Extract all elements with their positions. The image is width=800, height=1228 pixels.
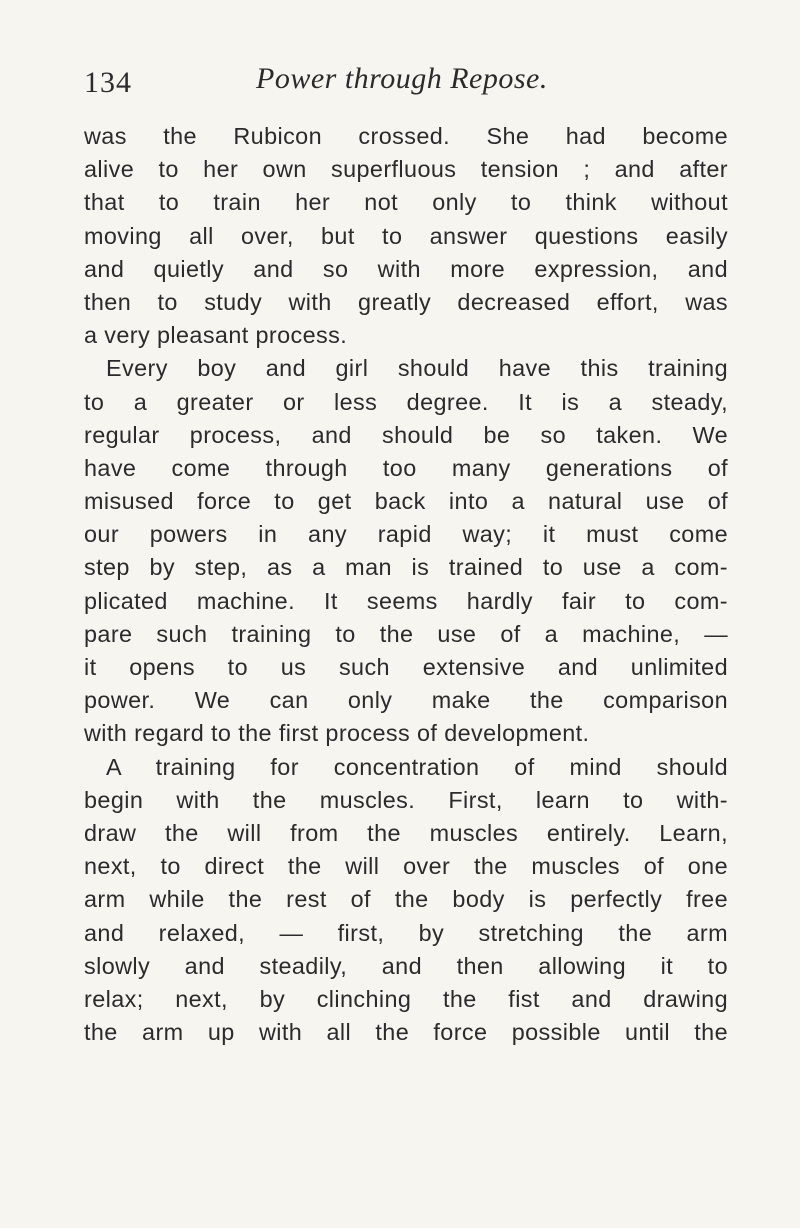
text-line: regular process, and should be so taken. We xyxy=(84,421,728,448)
text-line: step by step, as a man is trained to use a com- xyxy=(84,554,728,581)
text-line: alive to her own superfluous tension ; and after xyxy=(84,156,728,183)
text-line: it opens to us such extensive and unlimited xyxy=(84,654,728,680)
text-line: plicated machine. It seems hardly fair to com- xyxy=(84,587,728,614)
text-line: pare such training to the use of a machine, — xyxy=(84,620,728,647)
text-line: relax; next, by clinching the fist and drawing xyxy=(84,985,728,1012)
text-line: then to study with greatly decreased effort, was xyxy=(84,288,728,315)
page-number: 134 xyxy=(84,66,132,99)
text-line: and quietly and so with more expression, and xyxy=(84,255,728,282)
text-line: slowly and steadily, and then allowing it to xyxy=(84,952,728,979)
text-line: misused force to get back into a natural use of xyxy=(84,488,728,515)
text-line: was the Rubicon crossed. She had become xyxy=(84,123,728,149)
text-line: the arm up with all the force possible until the xyxy=(84,1019,728,1046)
text-line: a very pleasant process. xyxy=(84,322,348,349)
text-line: power. We can only make the comparison xyxy=(84,687,728,714)
text-line: begin with the muscles. First, learn to with- xyxy=(84,786,728,813)
text-line: A training for concentration of mind should xyxy=(106,753,728,780)
text-line: have come through too many generations of xyxy=(84,454,728,481)
body-text xyxy=(84,120,728,1049)
running-head xyxy=(84,62,724,106)
text-line: Every boy and girl should have this training xyxy=(106,355,728,382)
text-line: with regard to the first process of development. xyxy=(84,720,590,747)
text-line: arm while the rest of the body is perfectly free xyxy=(84,886,728,913)
text-line: next, to direct the will over the muscles of one xyxy=(84,853,728,880)
text-line: and relaxed, — first, by stretching the arm xyxy=(84,919,728,946)
text-line: to a greater or less degree. It is a steady, xyxy=(84,388,728,415)
text-line: draw the will from the muscles entirely. Learn, xyxy=(84,819,728,846)
text-line: our powers in any rapid way; it must come xyxy=(84,521,728,548)
text-line: moving all over, but to answer questions easily xyxy=(84,222,728,249)
running-title: Power through Repose. xyxy=(256,62,548,95)
text-line: that to train her not only to think without xyxy=(84,189,728,216)
